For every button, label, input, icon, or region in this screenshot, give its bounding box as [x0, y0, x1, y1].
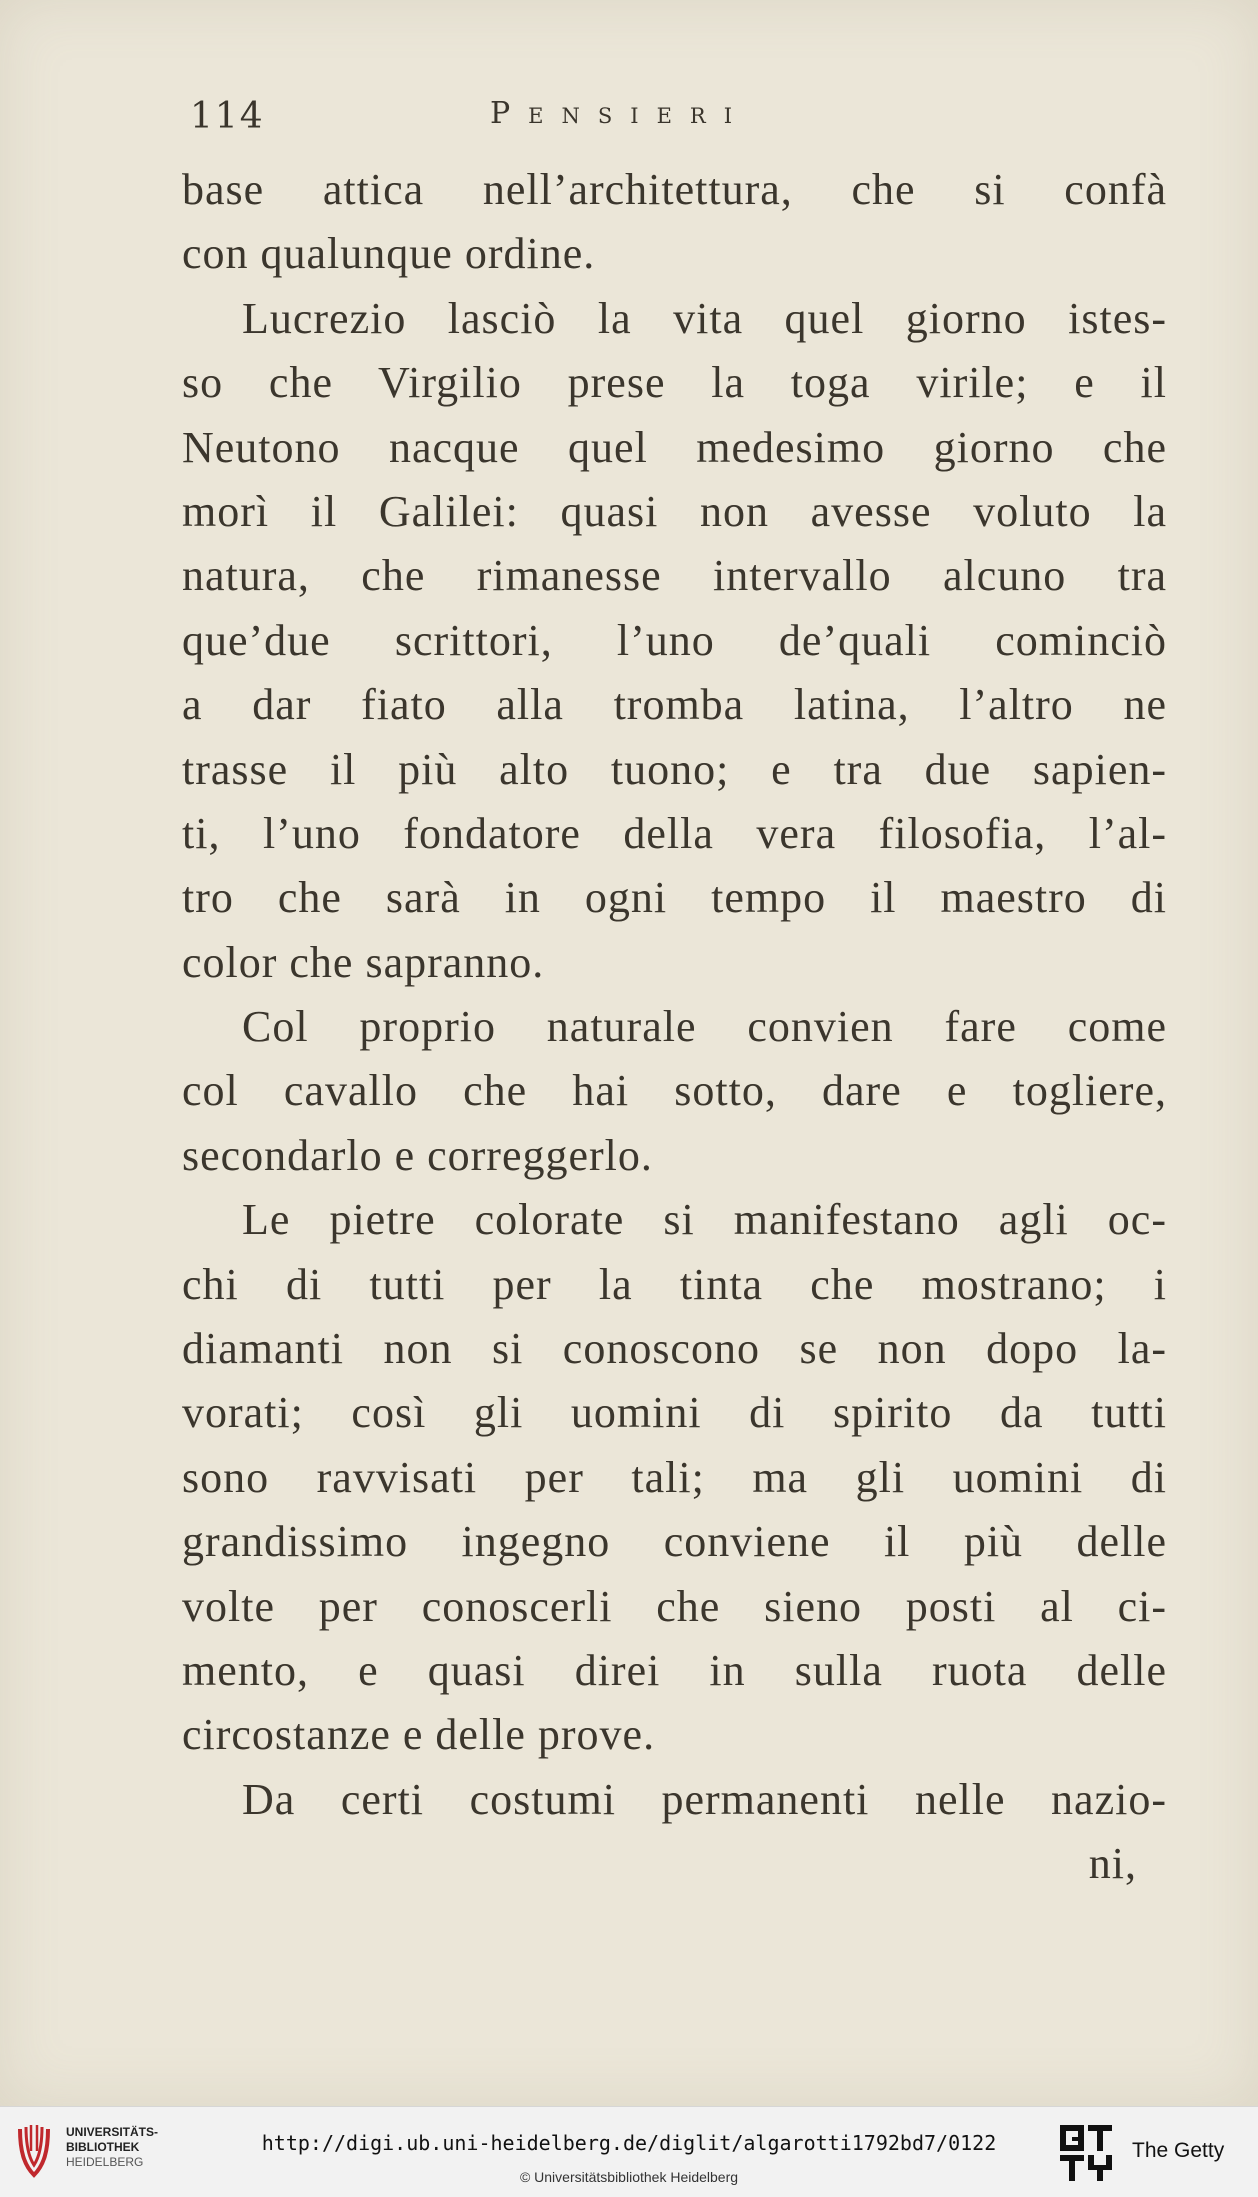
permalink-url[interactable]: http://digi.ub.uni-heidelberg.de/diglit/algarotti1792bd7/0122 — [261, 2131, 997, 2155]
text-line: secondarlo e correggerlo. — [182, 1130, 653, 1180]
text-line: chi di tutti per la tinta che mostrano; i — [182, 1259, 1167, 1309]
ub-name-line3: HEIDELBERG — [66, 2155, 144, 2169]
text-line: sono ravvisati per tali; ma gli uomini di — [182, 1452, 1167, 1502]
text-line: color che sapranno. — [182, 937, 545, 987]
catchword: ni, — [1088, 1839, 1137, 1889]
text-line: trasse il più alto tuono; e tra due sapien- — [182, 744, 1167, 794]
text-line: Da certi costumi permanenti nelle nazio- — [242, 1774, 1167, 1824]
text-line: morì il Galilei: quasi non avesse voluto la — [182, 486, 1167, 536]
page-number: 114 — [190, 96, 265, 137]
text-line: base attica nell’architettura, che si confà — [182, 165, 1167, 214]
ub-name-line2: BIBLIOTHEK — [66, 2140, 140, 2154]
text-line: natura, che rimanesse intervallo alcuno tra — [182, 551, 1167, 601]
text-line: Col proprio naturale convien fare come — [242, 1002, 1167, 1052]
text-line: col cavallo che hai sotto, dare e togliere, — [182, 1066, 1167, 1116]
text-line: volte per conoscerli che sieno posti al ci- — [182, 1581, 1167, 1631]
text-line: ti, l’uno fondatore della vera filosofia, l’al- — [182, 808, 1167, 858]
getty-label: The Getty — [1132, 2139, 1225, 2162]
text-line: circostanze e delle prove. — [182, 1710, 656, 1760]
copyright-notice: © Universitätsbibliothek Heidelberg — [519, 2169, 739, 2185]
text-line: so che Virgilio prese la toga virile; e il — [182, 358, 1167, 408]
text-line: Neutono nacque quel medesimo giorno che — [182, 422, 1167, 472]
body-text — [182, 158, 1167, 1897]
getty-logo-icon — [1058, 2123, 1114, 2183]
text-line: diamanti non si conoscono se non dopo la- — [182, 1324, 1167, 1374]
text-line: grandissimo ingegno conviene il più delle — [182, 1517, 1167, 1567]
footer-bar — [0, 2106, 1258, 2197]
text-line: tro che sarà in ogni tempo il maestro di — [182, 873, 1167, 923]
text-line: con qualunque ordine. — [182, 229, 596, 279]
text-line: mento, e quasi direi in sulla ruota delle — [182, 1645, 1167, 1695]
text-line: vorati; così gli uomini di spirito da tutti — [182, 1388, 1167, 1438]
text-line: Le pietre colorate si manifestano agli oc- — [242, 1195, 1167, 1245]
ub-name-line1: UNIVERSITÄTS- — [66, 2125, 159, 2139]
text-line: que’due scrittori, l’uno de’quali cominciò — [182, 615, 1167, 665]
page-header — [190, 96, 1170, 156]
running-title: Pensieri — [490, 96, 751, 131]
text-line: Lucrezio lasciò la vita quel giorno istes- — [242, 293, 1167, 343]
text-line: a dar fiato alla tromba latina, l’altro ne — [182, 680, 1167, 730]
